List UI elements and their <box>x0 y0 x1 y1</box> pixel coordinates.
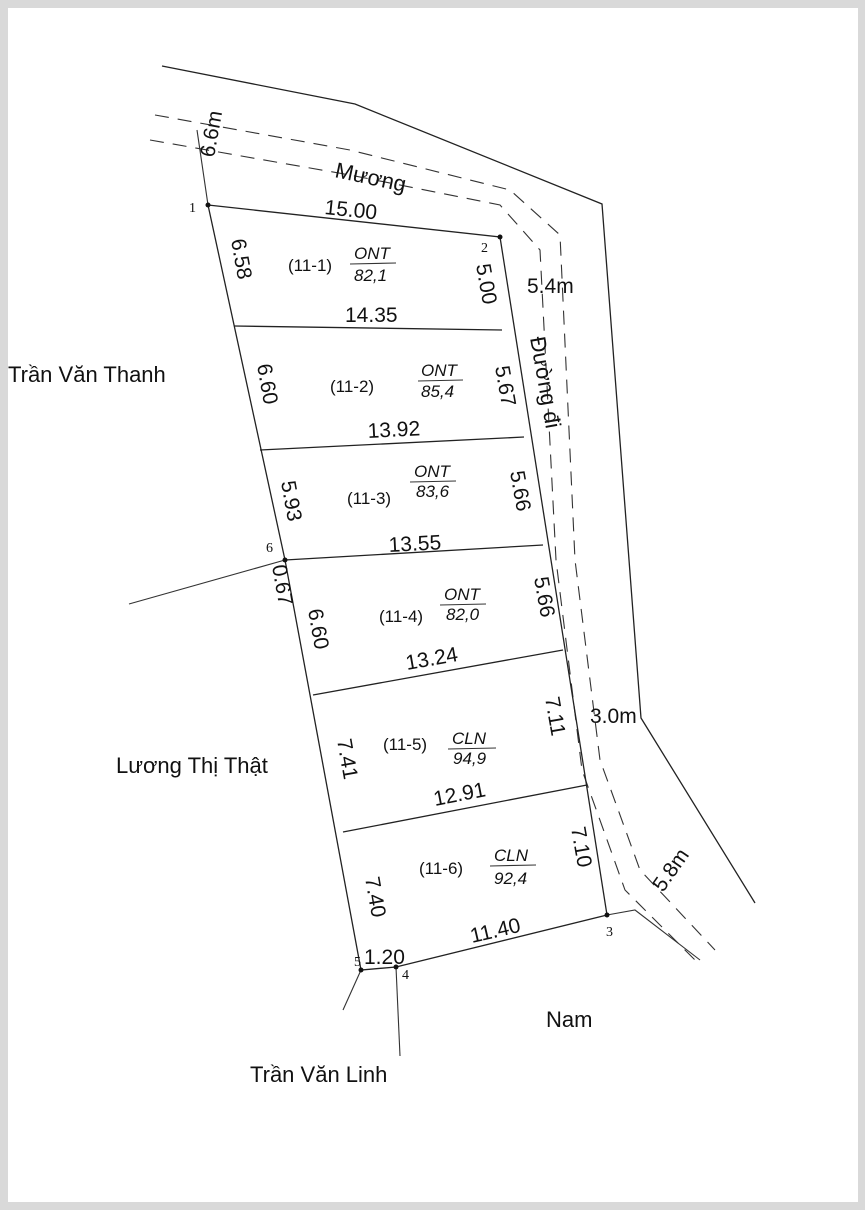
lot-use-1: ONT <box>354 244 390 263</box>
point-label-2: 2 <box>481 241 488 256</box>
point-label-6: 6 <box>266 541 273 556</box>
dim-right-3: 5.66 <box>505 468 535 514</box>
dim-right-5: 7.11 <box>540 694 570 738</box>
dim-right-2: 5.67 <box>490 363 520 409</box>
lot-fraction-line-1 <box>350 263 396 264</box>
vertex-2 <box>498 235 503 240</box>
lot-fraction-line-6 <box>490 865 536 866</box>
dim-left-7: 7.40 <box>360 874 390 920</box>
lot-area-6: 92,4 <box>494 869 528 888</box>
dim-left-4: 0.67 <box>267 562 297 608</box>
lot-id-4: (11-4) <box>379 607 424 626</box>
vertex-6 <box>283 558 288 563</box>
point-label-3: 3 <box>606 925 613 940</box>
neighbor-line-sw-b <box>396 967 400 1056</box>
dim-div-2-3: 13.92 <box>367 417 421 443</box>
dim-top: 15.00 <box>323 196 379 225</box>
lot-use-6: CLN <box>494 846 529 865</box>
neighbor-south-west: Trần Văn Linh <box>250 1062 388 1087</box>
lot-area-5: 94,9 <box>453 749 487 768</box>
dim-div-1-2: 14.35 <box>345 304 398 327</box>
road-width-upper: 5.4m <box>527 275 574 298</box>
point-label-1: 1 <box>189 201 196 216</box>
dim-right-4: 5.66 <box>529 574 559 620</box>
neighbor-line-west <box>129 560 285 604</box>
lot-id-3: (11-3) <box>347 489 392 508</box>
road-label: Đường đi <box>525 334 566 431</box>
vertex-1 <box>206 203 211 208</box>
lot-id-1: (11-1) <box>288 256 333 275</box>
lot-use-5: CLN <box>452 729 487 748</box>
lot-use-4: ONT <box>444 585 480 604</box>
neighbor-west-upper: Trần Văn Thanh <box>8 362 166 387</box>
dim-div-4-5: 13.24 <box>403 643 460 675</box>
lot-use-2: ONT <box>421 361 457 380</box>
canal-width-label: 6.6m <box>196 108 228 159</box>
dim-right-6: 7.10 <box>566 824 596 870</box>
road-width-middle: 3.0m <box>590 705 637 728</box>
dim-div-3-4: 13.55 <box>388 531 442 557</box>
lot-id-6: (11-6) <box>419 859 464 878</box>
neighbor-south: Nam <box>546 1007 593 1032</box>
point-label-5: 5 <box>354 955 361 970</box>
dim-left-2: 6.60 <box>252 361 282 407</box>
dim-bottom: 11.40 <box>467 913 523 948</box>
dim-right-1: 5.00 <box>471 261 501 307</box>
neighbor-line-sw-a <box>343 970 361 1010</box>
dim-left-1: 6.58 <box>226 236 256 282</box>
lot-use-3: ONT <box>414 462 450 481</box>
lot-area-1: 82,1 <box>354 266 388 285</box>
survey-sheet <box>8 8 858 1202</box>
dim-left-6: 7.41 <box>332 736 362 782</box>
road-boundary-south <box>607 910 700 960</box>
lot-area-3: 83,6 <box>416 482 450 501</box>
dim-left-3: 5.93 <box>276 478 306 524</box>
road-width-lower: 5.8m <box>648 844 694 896</box>
canal-label: Mương <box>332 157 409 197</box>
dim-div-5-6: 12.91 <box>431 778 488 811</box>
lot-id-5: (11-5) <box>383 735 428 754</box>
cadastral-map <box>8 8 858 1202</box>
neighbor-west-lower: Lương Thị Thật <box>116 753 268 778</box>
lot-area-4: 82,0 <box>446 605 480 624</box>
lot-fraction-line-2 <box>418 380 463 381</box>
lot-area-2: 85,4 <box>421 382 455 401</box>
point-label-4: 4 <box>402 968 409 983</box>
vertex-3 <box>605 913 610 918</box>
lot-id-2: (11-2) <box>330 377 375 396</box>
dim-bottom-short: 1.20 <box>364 946 405 969</box>
dim-left-5: 6.60 <box>303 606 333 652</box>
